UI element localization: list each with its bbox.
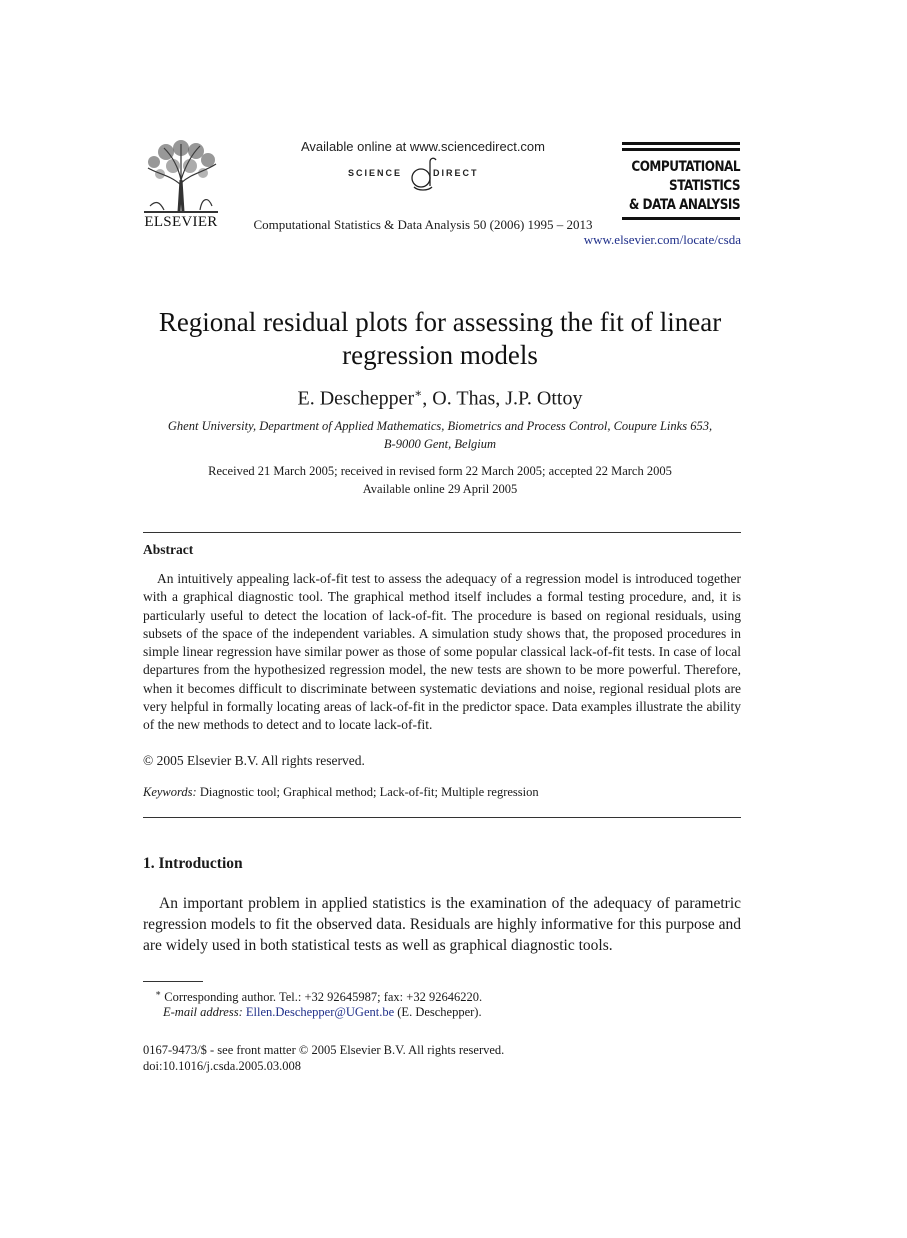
brand-line-3: & DATA ANALYSIS xyxy=(628,197,740,213)
footnote-email xyxy=(163,1005,482,1020)
affiliation-line-1: Ghent University, Department of Applied Mathematics, Biometrics and Process Control, Coupure Links 653, xyxy=(167,419,713,433)
brand-line-1: COMPUTATIONAL xyxy=(631,159,740,175)
email-label: E-mail address: xyxy=(163,1005,243,1019)
journal-citation: Computational Statistics & Data Analysis 50 (2006) 1995 – 2013 xyxy=(253,217,593,232)
introduction-text: An important problem in applied statistics is the examination of the adequacy of parametric regression models to fit the observed data. Residuals are highly informative for this purpose and are widely used in both statistical tests as well as graphical diagnostic tools. xyxy=(143,895,741,954)
elsevier-logo xyxy=(140,140,222,234)
elsevier-wordmark: ELSEVIER xyxy=(144,214,218,230)
received-dates: Received 21 March 2005; received in revised form 22 March 2005; accepted 22 March 2005 xyxy=(208,464,672,478)
corresponding-mark[interactable]: ∗ xyxy=(414,386,423,400)
footnote-corresponding-text: Corresponding author. Tel.: +32 92645987; fax: +32 92646220. xyxy=(164,990,483,1005)
title-line-1: Regional residual plots for assessing the fit of linear xyxy=(158,307,722,337)
abstract-copyright: © 2005 Elsevier B.V. All rights reserved. xyxy=(143,753,365,768)
brand-rule-bottom xyxy=(622,217,740,220)
affiliation xyxy=(130,417,750,453)
abstract-heading: Abstract xyxy=(143,542,194,557)
brand-line-2: STATISTICS xyxy=(669,178,740,194)
available-date: Available online 29 April 2005 xyxy=(362,482,518,496)
doi-line: doi:10.1016/j.csda.2005.03.008 xyxy=(143,1059,301,1073)
brand-rule-top-1 xyxy=(622,142,740,145)
author-list xyxy=(120,386,760,411)
section-heading-introduction: 1. Introduction xyxy=(143,855,243,872)
email-link[interactable]: Ellen.Deschepper@UGent.be xyxy=(245,1005,395,1019)
issn-line: 0167-9473/$ - see front matter © 2005 Elsevier B.V. All rights reserved. xyxy=(143,1043,505,1057)
available-online-text: Available online at www.sciencedirect.com xyxy=(301,139,545,154)
affiliation-line-2: B-9000 Gent, Belgium xyxy=(383,437,497,451)
sciencedirect-right: DIRECT xyxy=(433,168,479,178)
abstract-rule-bottom xyxy=(143,817,741,818)
keywords-label: Keywords: xyxy=(143,785,197,799)
title-line-2: regression models xyxy=(342,340,538,370)
article-dates xyxy=(130,462,750,498)
elsevier-tree-icon xyxy=(140,140,222,214)
sciencedirect-logo xyxy=(300,156,546,192)
keywords-list: Diagnostic tool; Graphical method; Lack-of-fit; Multiple regression xyxy=(199,785,539,799)
sciencedirect-left: SCIENCE xyxy=(348,168,403,178)
abstract-rule-top xyxy=(143,532,741,533)
keywords xyxy=(143,785,741,800)
footnote-mark: ∗ xyxy=(155,988,162,998)
footnote-rule xyxy=(143,981,203,982)
journal-url-link[interactable]: www.elsevier.com/locate/csda xyxy=(583,232,741,247)
author-1: E. Deschepper xyxy=(297,387,415,410)
brand-rule-top-2 xyxy=(622,148,740,151)
abstract-text: An intuitively appealing lack-of-fit test to assess the adequacy of a regression model is introduced together with a graphical diagnostic tool. The graphical method itself includes a formal testing procedure, and, it is particularly useful to detect the location of lack-of-fit. The procedure is based on regional residuals, using subsets of the space of the independent variables. A simulation study shows that, the proposed procedures in simple linear regression have similar power as those of some popular classical lack-of-fit tests. In case of local departures from the hypothesized regression model, the new tests are shown to be more powerful. Therefore, when it becomes difficult to discriminate between systematic deviations and noise, regional residual plots are very helpful in formally locating areas of lack-of-fit in the predictor space. Data examples illustrate the ability of the new methods to detect and to locate lack-of-fit. xyxy=(143,571,741,733)
article-title xyxy=(120,306,760,372)
authors-rest: , O. Thas, J.P. Ottoy xyxy=(422,387,583,410)
email-suffix: (E. Deschepper). xyxy=(397,1005,482,1019)
footnote-corresponding xyxy=(155,988,482,1005)
